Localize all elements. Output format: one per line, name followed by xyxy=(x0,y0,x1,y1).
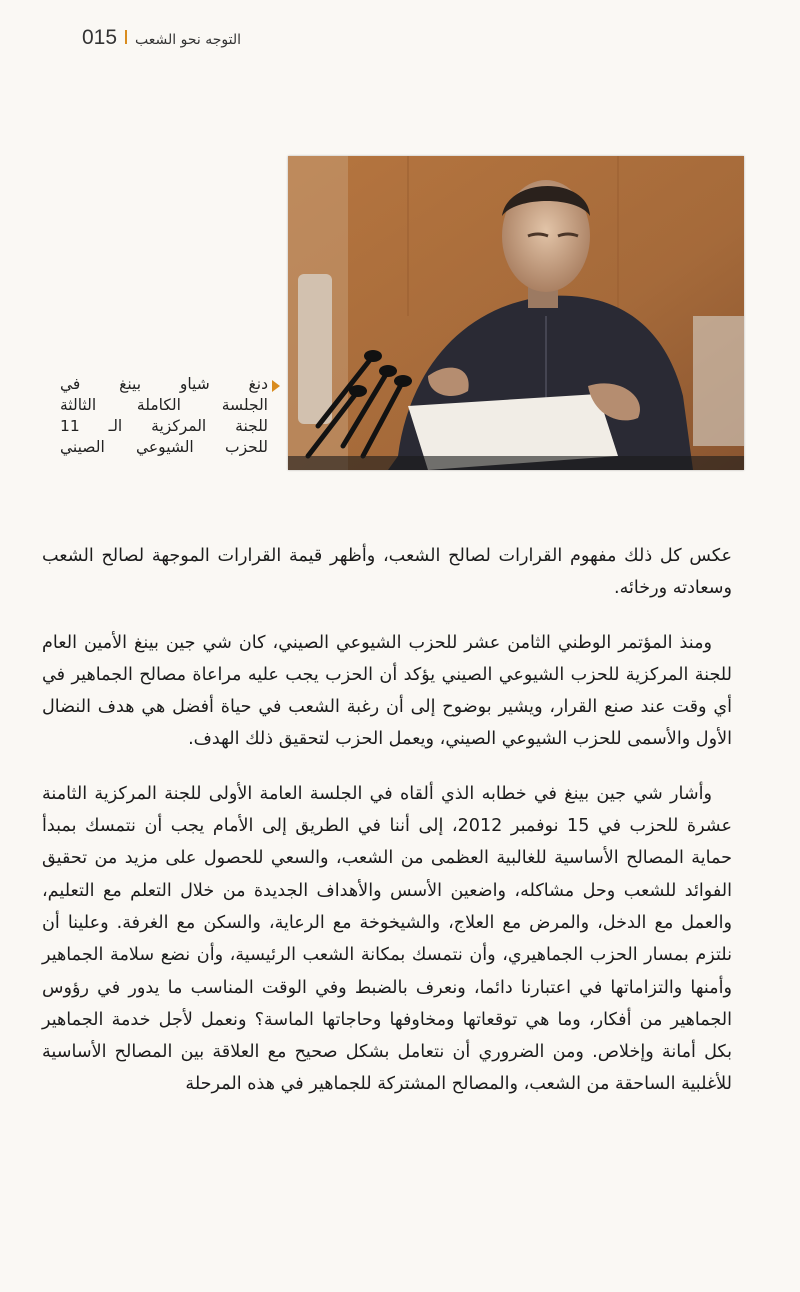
page-header xyxy=(82,26,241,50)
article-body xyxy=(42,540,732,1123)
header-separator xyxy=(125,30,127,44)
paragraph: ومنذ المؤتمر الوطني الثامن عشر للحزب الشيوعي الصيني، كان شي جين بينغ الأمين العام للجنة المركزية للحزب الشيوعي الصيني يؤكد أن الحزب يجب عليه مراعاة مصالح الجماهير في أي وقت عند صنع القرار، ويشير بوضوح إلى أن رغبة الشعب في حياة أفضل هي هدف النضال الأول والأسمى للحزب الشيوعي الصيني، ويعمل الحزب لتحقيق ذلك الهدف. xyxy=(42,632,732,750)
caption-line: للجنة المركزية الـ 11 xyxy=(60,417,268,435)
photo-illustration xyxy=(288,156,744,470)
running-title: التوجه نحو الشعب xyxy=(135,32,242,48)
page-number: 015 xyxy=(82,26,118,49)
paragraph: وأشار شي جين بينغ في خطابه الذي ألقاه في الجلسة العامة الأولى للجنة المركزية الثامنة عشرة للحزب في 15 نوفمبر 2012، إلى أننا في الطريق إلى الأمام يجب أن نتمسك بمبدأ حماية المصالح الأساسية للغالبية العظمى من الشعب، والسعي للحصول على مزيد من تحقيق الفوائد للشعب وحل مشاكله، واضعين الأسس والأهداف الجديدة من خلال التعلم مع التعليم، والعمل مع الدخل، والمرض مع العلاج، والشيخوخة مع الرعاية، والسكن مع الغرفة. وعلينا أن نلتزم بمسار الحزب الجماهيري، وأن نتمسك بمكانة الشعب الرئيسية، وأن نضع سلامة الجماهير وأمنها والتزاماتها في اعتبارنا دائما، ونعرف بالضبط وفي الوقت المناسب ما يدور في رؤوس الجماهير من أفكار، وما هي توقعاتها ومخاوفها وحاجاتها الماسة؟ ونعمل لأجل خدمة الجماهير بكل أمانة وإخلاص. ومن الضروري أن نتعامل بشكل صحيح مع العلاقة بين المصالح الأساسية للأغلبية الساحقة من الشعب، والمصالح المشتركة للجماهير في هذه المرحلة xyxy=(42,783,732,1095)
photo-caption xyxy=(60,374,268,458)
caption-line: الجلسة الكاملة الثالثة xyxy=(60,396,268,414)
caption-line: دنغ شياو بينغ في xyxy=(60,375,268,393)
caption-line: للحزب الشيوعي الصيني xyxy=(60,438,268,456)
caption-marker-icon xyxy=(272,380,280,392)
historical-photo xyxy=(288,156,744,470)
paragraph: عكس كل ذلك مفهوم القرارات لصالح الشعب، وأظهر قيمة القرارات الموجهة لصالح الشعب وسعادته ورخائه. xyxy=(42,546,732,599)
